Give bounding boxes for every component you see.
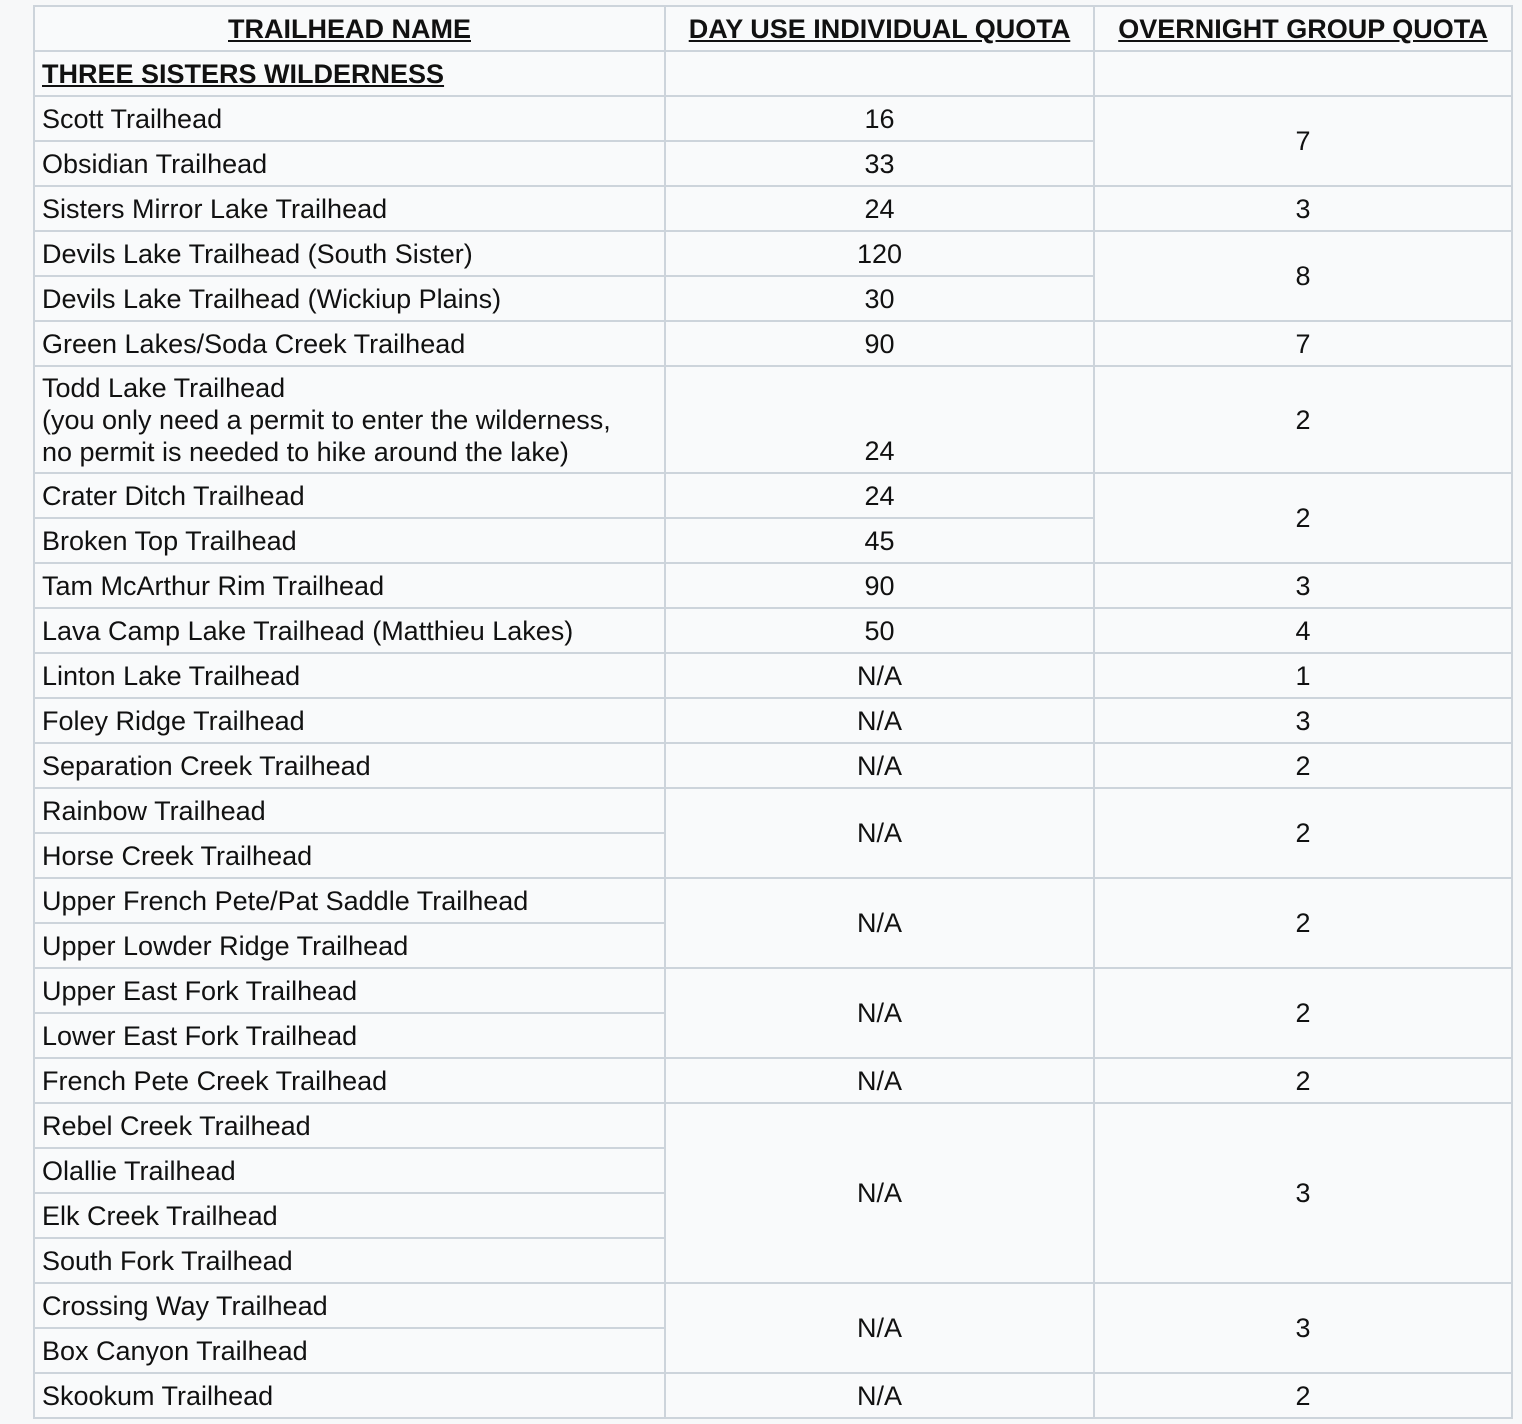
trailhead-name: Foley Ridge Trailhead: [34, 698, 665, 743]
trailhead-name: Horse Creek Trailhead: [34, 833, 665, 878]
table-row: [34, 473, 1512, 518]
day-use-quota: 120: [665, 231, 1094, 276]
overnight-quota: 2: [1094, 878, 1512, 968]
day-use-quota: N/A: [665, 743, 1094, 788]
overnight-quota: 4: [1094, 608, 1512, 653]
trailhead-name: Devils Lake Trailhead (South Sister): [34, 231, 665, 276]
table-row: [34, 96, 1512, 141]
day-use-quota: N/A: [665, 968, 1094, 1058]
day-use-quota: 45: [665, 518, 1094, 563]
trailhead-name: Box Canyon Trailhead: [34, 1328, 665, 1373]
overnight-quota: 2: [1094, 473, 1512, 563]
table-row: [34, 1283, 1512, 1328]
overnight-quota: 3: [1094, 1103, 1512, 1283]
table-row: [34, 968, 1512, 1013]
trailhead-name: Lower East Fork Trailhead: [34, 1013, 665, 1058]
trailhead-note-line: (you only need a permit to enter the wilderness,: [42, 404, 611, 435]
header-trailhead-name: TRAILHEAD NAME: [34, 6, 665, 51]
trailhead-name: Separation Creek Trailhead: [34, 743, 665, 788]
trailhead-name: Obsidian Trailhead: [34, 141, 665, 186]
table-row: [34, 563, 1512, 608]
day-use-quota: 24: [665, 186, 1094, 231]
overnight-quota: 1: [1094, 653, 1512, 698]
day-use-quota: 24: [665, 366, 1094, 473]
day-use-quota: 24: [665, 473, 1094, 518]
day-use-quota: N/A: [665, 1103, 1094, 1283]
trailhead-name: Scott Trailhead: [34, 96, 665, 141]
trailhead-name: Upper French Pete/Pat Saddle Trailhead: [34, 878, 665, 923]
table-row: [34, 608, 1512, 653]
table-row: [34, 1058, 1512, 1103]
overnight-quota: 3: [1094, 563, 1512, 608]
trailhead-name: Upper East Fork Trailhead: [34, 968, 665, 1013]
table-row: [34, 788, 1512, 833]
day-use-quota: N/A: [665, 878, 1094, 968]
trailhead-name: Rainbow Trailhead: [34, 788, 665, 833]
header-day-use-quota: DAY USE INDIVIDUAL QUOTA: [665, 6, 1094, 51]
trailhead-name: Tam McArthur Rim Trailhead: [34, 563, 665, 608]
table-row: [34, 1103, 1512, 1148]
trailhead-name: Lava Camp Lake Trailhead (Matthieu Lakes): [34, 608, 665, 653]
day-use-quota: 30: [665, 276, 1094, 321]
header-row: [34, 6, 1512, 51]
trailhead-name: Rebel Creek Trailhead: [34, 1103, 665, 1148]
day-use-quota: 16: [665, 96, 1094, 141]
day-use-quota: 90: [665, 321, 1094, 366]
trailhead-note-line: no permit is needed to hike around the lake): [42, 436, 569, 467]
trailhead-name: Linton Lake Trailhead: [34, 653, 665, 698]
trailhead-name: Broken Top Trailhead: [34, 518, 665, 563]
day-use-quota: N/A: [665, 1373, 1094, 1418]
table-row: [34, 366, 1512, 473]
trailhead-name: South Fork Trailhead: [34, 1238, 665, 1283]
day-use-quota: 50: [665, 608, 1094, 653]
day-use-quota: 90: [665, 563, 1094, 608]
overnight-quota: 2: [1094, 788, 1512, 878]
trailhead-name: French Pete Creek Trailhead: [34, 1058, 665, 1103]
table-row: [34, 321, 1512, 366]
trailhead-name: [34, 366, 665, 473]
section-row: [34, 51, 1512, 96]
overnight-quota: 7: [1094, 96, 1512, 186]
table-row: [34, 698, 1512, 743]
day-use-quota: N/A: [665, 788, 1094, 878]
overnight-quota: 2: [1094, 1373, 1512, 1418]
day-use-quota: N/A: [665, 698, 1094, 743]
overnight-quota: 3: [1094, 698, 1512, 743]
trailhead-quota-table: [33, 5, 1513, 1419]
overnight-quota: 3: [1094, 186, 1512, 231]
table-row: [34, 186, 1512, 231]
overnight-quota: 2: [1094, 1058, 1512, 1103]
day-use-quota: N/A: [665, 1058, 1094, 1103]
empty-cell: [1094, 51, 1512, 96]
overnight-quota: 2: [1094, 968, 1512, 1058]
day-use-quota: 33: [665, 141, 1094, 186]
table-row: [34, 231, 1512, 276]
trailhead-name: Olallie Trailhead: [34, 1148, 665, 1193]
trailhead-name: Sisters Mirror Lake Trailhead: [34, 186, 665, 231]
overnight-quota: 3: [1094, 1283, 1512, 1373]
overnight-quota: 8: [1094, 231, 1512, 321]
empty-cell: [665, 51, 1094, 96]
trailhead-name: Upper Lowder Ridge Trailhead: [34, 923, 665, 968]
header-overnight-quota: OVERNIGHT GROUP QUOTA: [1094, 6, 1512, 51]
day-use-quota: N/A: [665, 653, 1094, 698]
overnight-quota: 2: [1094, 366, 1512, 473]
trailhead-name: Skookum Trailhead: [34, 1373, 665, 1418]
table-row: [34, 1373, 1512, 1418]
overnight-quota: 7: [1094, 321, 1512, 366]
overnight-quota: 2: [1094, 743, 1512, 788]
table-row: [34, 878, 1512, 923]
table-row: [34, 653, 1512, 698]
trailhead-name: Elk Creek Trailhead: [34, 1193, 665, 1238]
trailhead-name: Green Lakes/Soda Creek Trailhead: [34, 321, 665, 366]
day-use-quota: N/A: [665, 1283, 1094, 1373]
trailhead-name: Crater Ditch Trailhead: [34, 473, 665, 518]
table-row: [34, 743, 1512, 788]
trailhead-name: Devils Lake Trailhead (Wickiup Plains): [34, 276, 665, 321]
section-title: THREE SISTERS WILDERNESS: [34, 51, 665, 96]
trailhead-name-line: Todd Lake Trailhead: [42, 372, 286, 403]
trailhead-name: Crossing Way Trailhead: [34, 1283, 665, 1328]
